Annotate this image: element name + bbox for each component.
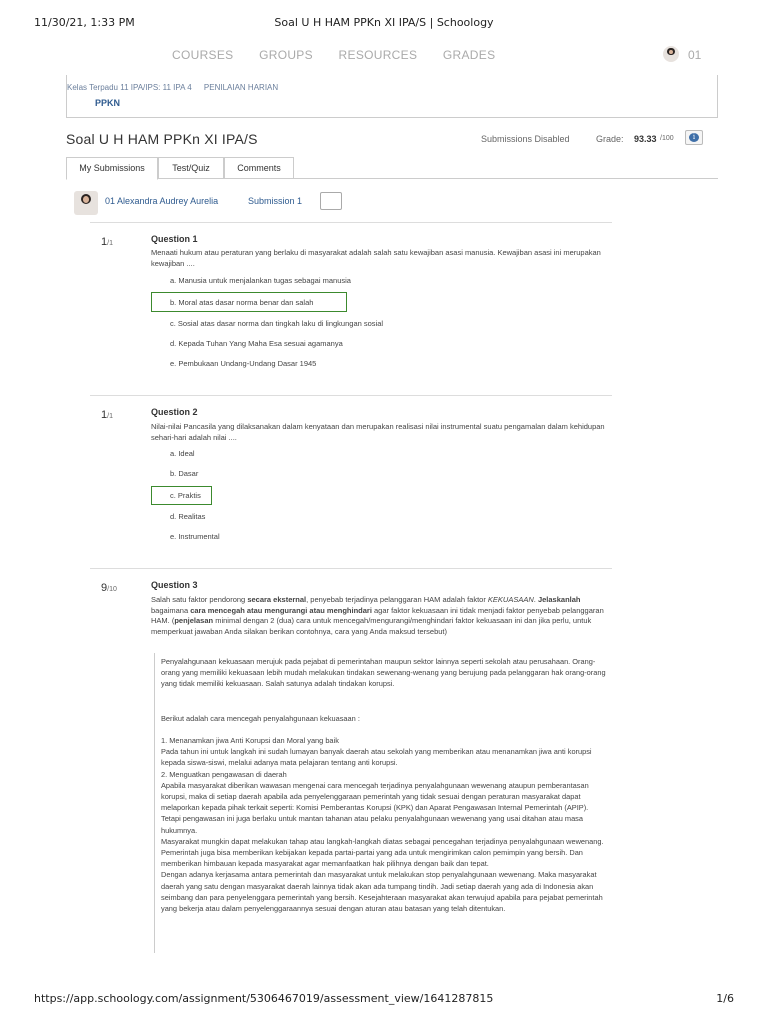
grade-label: Grade: (596, 134, 624, 144)
answer-paragraph: Penyalahgunaan kekuasaan merujuk pada pejabat di pemerintahan maupun sektor lainnya seperti sekolah atau perusahaan. Orang-orang yang memiliki kekuasaan lebih mudah melakukan tindakan sewenang-wenang yang berujung pada pelanggaran hak orang-orang yang tidak memiliki kekuasaan. Salah satunya adalah tindakan korupsi. (161, 657, 606, 689)
prompt-bold: Jelaskanlah (537, 595, 581, 604)
answer-option: e. Instrumental (170, 532, 220, 541)
score-value: 1 (101, 409, 108, 421)
student-name[interactable]: 01 Alexandra Audrey Aurelia (105, 196, 219, 206)
breadcrumb-panel (66, 75, 718, 118)
info-icon: i (689, 133, 699, 142)
answer-option: a. Manusia untuk menjalankan tugas sebagai manusia (170, 276, 351, 285)
prompt-italic: KEKUASAAN (487, 595, 534, 604)
question-title: Question 1 (151, 234, 198, 244)
answer-paragraph: 1. Menanamkan jiwa Anti Korupsi dan Moral yang baik Pada tahun ini untuk langkah ini sudah lumayan banyak daerah atau sekolah yang memberikan atau menanamkan jiwa anti korupsi kepada siswa-siswi, melalui adanya mata pelajaran tentang anti korupsi. 2. Menguatkan pengawasan di daerah Apabila masyarakat diberikan wawasan mengenai cara mencegah terjadinya penyalahgunaan wewenang ataupun pemberantasan korupsi, maka di setiap daerah apabila ada penyelenggaraan pemerintah yang tidak sesuai dengan peraturan masyarakat dapat melaporkan kepada pihak terkait seperti: Komisi Pemberantas Korupsi (KPK) dan Aparat Pengawasan Internal Pemerintah (APIP). Tetapi pengawasan ini juga berlaku untuk mantan tahanan atau pelaku penyalahgunaan wewenang yang usai ditahan atau masa hukumnya. Masyarakat mungkin dapat melakukan tahap atau langkah-langkah diatas sebagai pencegahan terjadinya penyalahgunaan wewenang. Pemerintah juga bisa memberikan kebijakan kepada partai-partai yang ada untuk mengirimkan calon pemimpin yang bersih. Dan memberikan himbauan kepada masyarakat agar memanfaatkan hak pilihnya dengan baik dan tepat. Dengan adanya kerjasama antara pemerintah dan masyarakat untuk melakukan stop penyalahgunaan wewenang. Maka masyarakat daerah yang satu dengan masyarakat daerah lainnya tidak akan ada tumpang tindih. Jadi setiap daerah yang ada di Indonesia akan seimbang dan para penyelenggara pemerintah yang bersih. Kesejahteraan masyarakat akan terwujud apabila para pejabat pemerintah yang bekerja atau dalam penyelenggaraannya sesuai dengan aturan atau batasan yang telah ditentukan. (161, 736, 604, 914)
print-page-number: 1/6 (716, 992, 734, 1005)
score-max: /10 (107, 586, 117, 593)
prompt-text: Salah satu faktor pendorong (151, 595, 248, 604)
prompt-text: agar faktor kekuasaan ini tidak menjadi faktor penyebab pelanggaran HAM. ( (151, 605, 604, 625)
score-value: 1 (101, 236, 108, 248)
tab-my-submissions[interactable]: My Submissions (66, 157, 158, 180)
answer-paragraph: Berikut adalah cara mencegah penyalahgunaan kekuasaan : (161, 714, 360, 723)
grade-value: 93.33 (634, 134, 657, 144)
user-avatar[interactable] (663, 46, 679, 62)
nav-resources[interactable]: RESOURCES (338, 48, 418, 62)
answer-option-selected: c. Praktis (170, 491, 201, 500)
answer-option-selected: b. Moral atas dasar norma benar dan salah (170, 298, 314, 307)
question-prompt (151, 595, 611, 637)
question-score (101, 236, 113, 248)
nav-courses[interactable]: COURSES (172, 48, 234, 62)
prompt-text: . (533, 595, 538, 604)
breadcrumb-folder-link[interactable]: PENILAIAN HARIAN (203, 83, 279, 92)
print-datetime: 11/30/21, 1:33 PM (34, 16, 135, 29)
question-title: Question 3 (151, 580, 198, 590)
tab-divider (66, 178, 718, 179)
grade-total: /100 (660, 135, 674, 142)
question-score (101, 409, 113, 421)
tab-comments[interactable]: Comments (224, 157, 294, 178)
print-page-title: Soal U H HAM PPKn XI IPA/S | Schoology (274, 16, 494, 29)
prompt-text: bagaimana (151, 605, 191, 615)
tab-test-quiz[interactable]: Test/Quiz (158, 157, 224, 178)
question-divider (90, 222, 612, 223)
question-divider (90, 395, 612, 396)
question-text: Menaati hukum atau peraturan yang berlaku di masyarakat adalah salah satu kewajiban asasi manusia. Kewajiban asasi ini merupakan kewajiban .... (151, 248, 601, 268)
answer-option: d. Realitas (170, 512, 206, 521)
breadcrumb-course-link[interactable]: Kelas Terpadu 11 IPA/IPS: 11 IPA 4 (67, 83, 192, 92)
answer-option: a. Ideal (170, 449, 195, 458)
answer-option: b. Dasar (170, 469, 199, 478)
score-max: /1 (107, 413, 113, 420)
prompt-bold: penjelasan (174, 616, 214, 625)
prompt-bold: cara mencegah atau mengurangi atau menghindari (190, 605, 372, 615)
top-navigation (172, 48, 517, 62)
question-text: Nilai-nilai Pancasila yang dilaksanakan dalam kenyataan dan merupakan realisasi nilai instrumental suatu pengamalan dalam kehidupan sehari-hari adalah nilai .... (151, 422, 605, 442)
question-title: Question 2 (151, 407, 198, 417)
grade-info-button[interactable] (685, 130, 703, 145)
answer-option: d. Kepada Tuhan Yang Maha Esa sesuai agamanya (170, 339, 343, 348)
course-name[interactable]: PPKN (95, 98, 121, 108)
prompt-text: , penyebab terjadinya pelanggaran HAM adalah faktor (306, 595, 488, 604)
prompt-text: minimal dengan 2 (dua) cara untuk mencegah/mengurangi/menghindari faktor kekuasaan ini dan jika perlu, untuk memperkuat jawaban Anda silakan berikan contohnya, cara yang Anda maksud tersebut) (151, 616, 592, 636)
score-value: 9 (101, 582, 108, 594)
submission-status: Submissions Disabled (481, 134, 570, 144)
score-max: /1 (107, 240, 113, 247)
breadcrumb (67, 83, 288, 92)
submission-label: Submission 1 (248, 196, 303, 206)
student-avatar (74, 191, 98, 215)
question-divider (90, 568, 612, 569)
user-menu-label[interactable]: 01 (688, 48, 702, 62)
nav-groups[interactable]: GROUPS (259, 48, 313, 62)
nav-grades[interactable]: GRADES (442, 48, 496, 62)
print-url: https://app.schoology.com/assignment/5306467019/assessment_view/1641287815 (34, 992, 494, 1005)
question-score (101, 582, 117, 594)
submission-select[interactable] (320, 192, 342, 210)
assignment-title: Soal U H HAM PPKn XI IPA/S (66, 131, 258, 147)
answer-option: e. Pembukaan Undang-Undang Dasar 1945 (170, 359, 317, 368)
prompt-bold: secara eksternal (247, 595, 307, 604)
answer-option: c. Sosial atas dasar norma dan tingkah laku di lingkungan sosial (170, 319, 384, 328)
essay-answer (154, 653, 612, 953)
